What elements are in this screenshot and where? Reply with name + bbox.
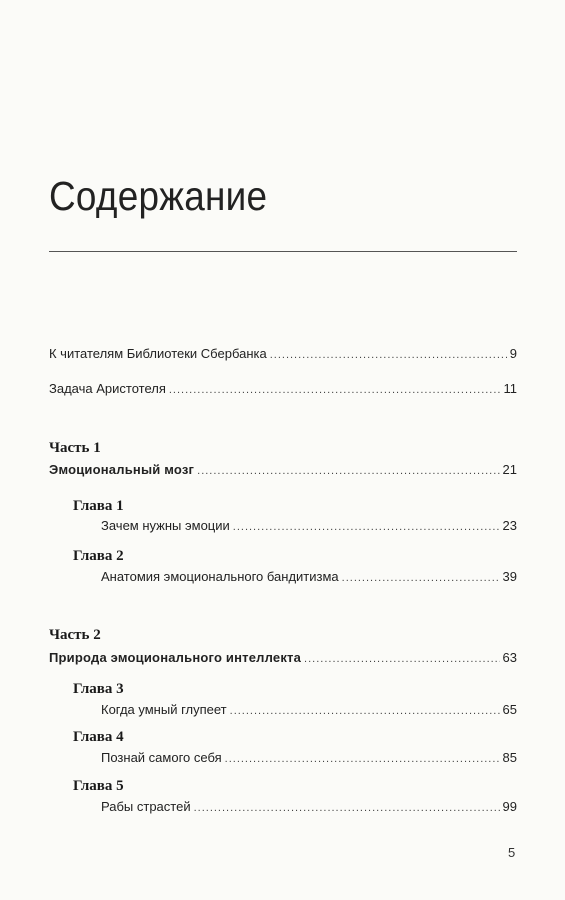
chapter-1-heading: Глава 1 — [73, 498, 124, 514]
toc-entry-page: 39 — [502, 569, 517, 584]
toc-entry-page: 99 — [502, 799, 517, 814]
toc-entry-chapter-3[interactable] — [101, 701, 517, 719]
toc-entry-page: 21 — [502, 462, 517, 477]
toc-entry-part-2[interactable] — [49, 649, 517, 667]
toc-entry-chapter-1[interactable] — [101, 517, 517, 535]
toc-entry-page: 85 — [502, 750, 517, 765]
leader-dots — [197, 462, 499, 480]
page-number: 5 — [508, 845, 516, 860]
leader-dots — [342, 569, 500, 587]
toc-entry-label: Рабы страстей — [101, 799, 191, 814]
toc-entry-label: Познай самого себя — [101, 750, 222, 765]
part-2-heading: Часть 2 — [49, 627, 101, 643]
toc-entry-label: К читателям Библиотеки Сбербанка — [49, 346, 267, 361]
toc-entry-chapter-4[interactable] — [101, 749, 517, 767]
part-1-heading: Часть 1 — [49, 440, 101, 456]
title-divider — [49, 251, 517, 252]
leader-dots — [233, 518, 500, 536]
chapter-5-heading: Глава 5 — [73, 778, 124, 794]
toc-entry-label: Анатомия эмоционального бандитизма — [101, 569, 339, 584]
leader-dots — [230, 702, 500, 720]
page-title: Содержание — [49, 173, 268, 219]
leader-dots — [304, 650, 499, 668]
toc-entry-chapter-2[interactable] — [101, 568, 517, 586]
toc-entry-page: 63 — [502, 650, 517, 665]
toc-entry-page: 65 — [502, 702, 517, 717]
chapter-2-heading: Глава 2 — [73, 548, 124, 564]
toc-entry-chapter-5[interactable] — [101, 798, 517, 816]
chapter-4-heading: Глава 4 — [73, 729, 124, 745]
toc-entry-page: 9 — [509, 346, 517, 361]
leader-dots — [270, 346, 507, 364]
part-title: Эмоциональный мозг — [49, 462, 195, 477]
leader-dots — [169, 381, 501, 399]
toc-entry-part-1[interactable] — [49, 461, 517, 479]
leader-dots — [194, 799, 500, 817]
toc-entry-page: 11 — [503, 381, 517, 396]
toc-entry-intro[interactable] — [49, 345, 517, 363]
leader-dots — [225, 750, 500, 768]
toc-entry-page: 23 — [502, 518, 517, 533]
part-title: Природа эмоционального интеллекта — [49, 650, 302, 665]
toc-entry-label: Когда умный глупеет — [101, 702, 227, 717]
toc-entry-label: Зачем нужны эмоции — [101, 518, 230, 533]
chapter-3-heading: Глава 3 — [73, 681, 124, 697]
toc-entry-label: Задача Аристотеля — [49, 381, 166, 396]
toc-entry-task[interactable] — [49, 380, 517, 398]
